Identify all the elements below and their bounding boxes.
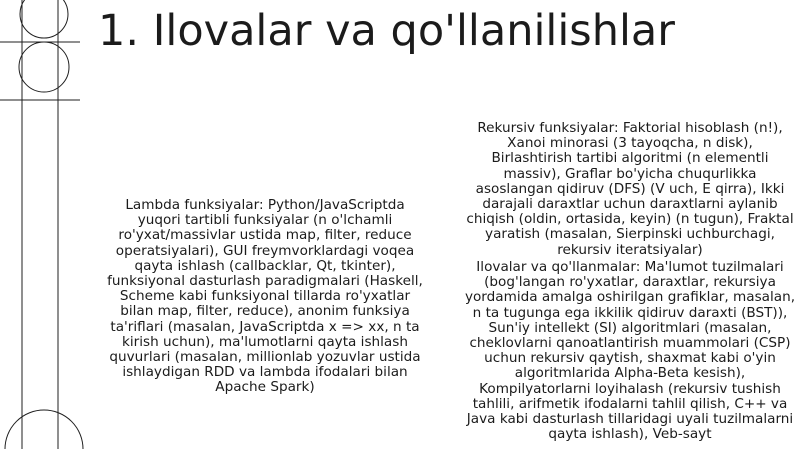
applications-text: Ilovalar va qo'llanmalar: Ma'lumot tuzilmalari (bog'langan ro'yxatlar, daraxtlar, rekursiya yordamida amalga oshirilgan grafiklar, masalan, n ta tugunga ega ikkilik qidiruv daraxti (BST)), Sun'iy intellekt (SI) algoritmlari (masalan, cheklovlarni qanoatlantirish muammolari (CSP) uchun rekursiv qaytish, shaxmat kabi o'yin algoritmlarida Alpha-Beta kesish), Kompilyatorlarni loyihalash (rekursiv tushish tahlili, arifmetik ifodalarni tahlil qilish, C++ va Java kabi dasturlash tillaridagi uyali tuzilmalarni qayta ishlash), Veb-sayt — [464, 259, 796, 443]
lambda-functions-text: Lambda funksiyalar: Python/JavaScriptda yuqori tartibli funksiyalar (n o'lchamli ro'yxat/massivlar ustida map, filter, reduce operatsiyalari), GUI freymvorklardagi voqea qayta ishlash (callbacklar, Qt, tkinter), funksiyonal dasturlash paradigmalari (Haskell, Scheme kabi funksiyonal tillarda ro'yxatlar bilan map, filter, reduce), anonim funksiya ta'riflari (masalan, JavaScriptda x => xx, n ta kirish uchun), ma'lumotlarni qayta ishlash quvurlari (masalan, millionlab yozuvlar ustida ishlaydigan RDD va lambda ifodalari bilan Apache Spark) — [107, 197, 423, 396]
slide-title: 1. Ilovalar va qo'llanilishlar — [98, 6, 675, 56]
recursive-functions-text: Rekursiv funksiyalar: Faktorial hisoblash (n!), Xanoi minorasi (3 tayoqcha, n disk), Birlashtirish tartibi algoritmi (n elementli massiv), Graflar bo'yicha chuqurlikka asoslangan qidiruv (DFS) (V uch, E qirra), Ikki darajali daraxtlar uchun daraxtlarni aylanib chiqish (oldin, ortasida, keyin) (n tugun), Fraktal yaratish (masalan, Sierpinski uchburchagi, rekursiv iteratsiyalar) — [466, 120, 794, 258]
